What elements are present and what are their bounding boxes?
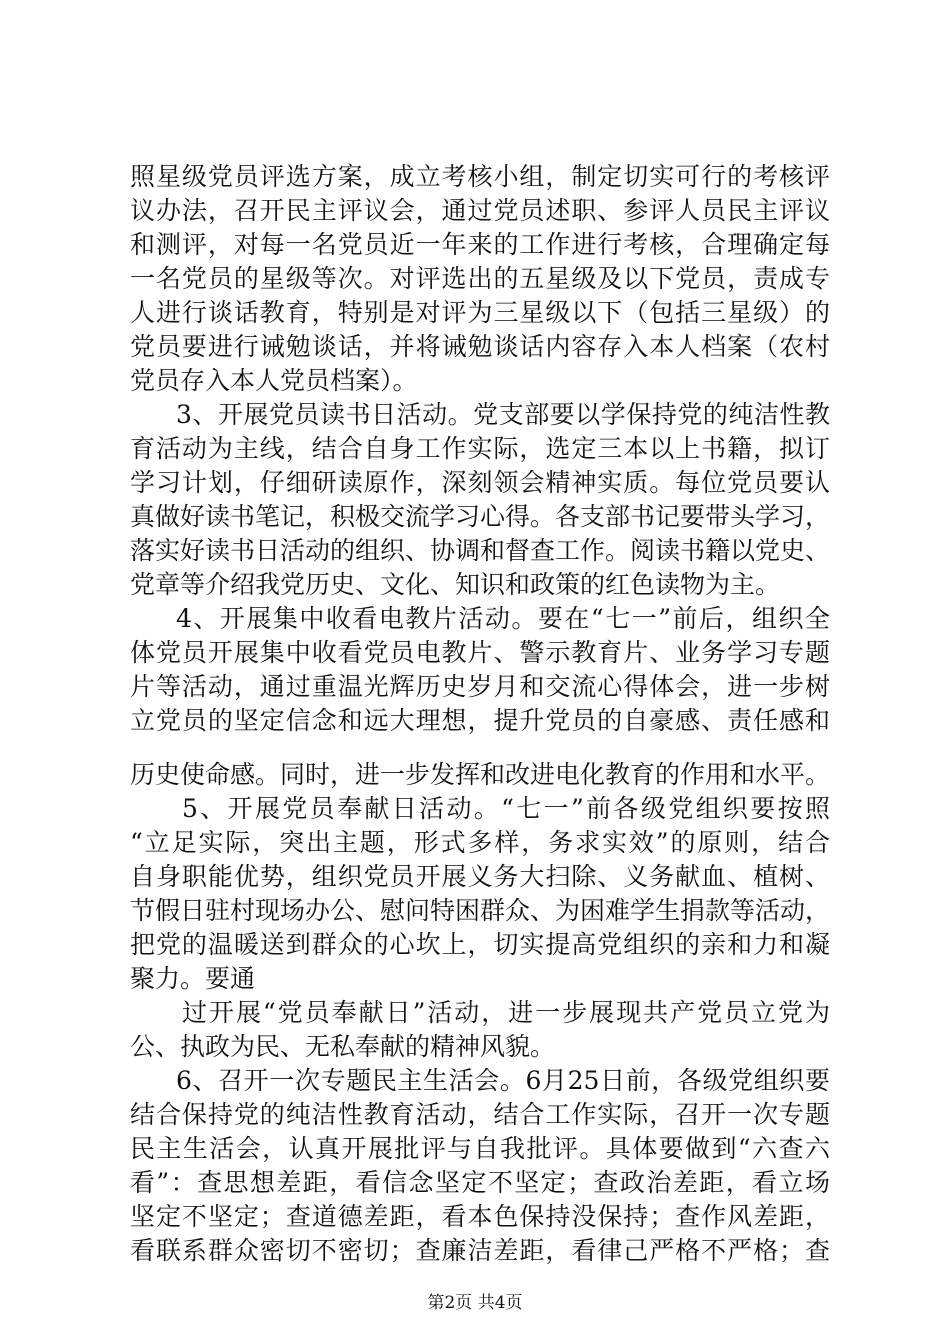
text-line: 体党员开展集中收看党员电教片、警示教育片、业务学习专题 bbox=[130, 638, 830, 667]
paragraph-start: 3、开展党员读书日活动。党支部要以学保持党的纯洁性教 bbox=[176, 400, 830, 429]
text-line: 坚定不坚定；查道德差距，看本色保持没保持；查作风差距， bbox=[130, 1202, 830, 1231]
text-line: 片等活动，通过重温光辉历史岁月和交流心得体会，进一步树 bbox=[130, 672, 830, 701]
text-line: 照星级党员评选方案，成立考核小组，制定切实可行的考核评 bbox=[130, 162, 830, 191]
text-line: 历史使命感。同时，进一步发挥和改进电化教育的作用和水平。 bbox=[130, 760, 830, 789]
text-line: 人进行谈话教育，特别是对评为三星级以下（包括三星级）的 bbox=[130, 298, 830, 327]
text-line: 节假日驻村现场办公、慰问特困群众、为困难学生捐款等活动， bbox=[130, 896, 830, 925]
text-line: 结合保持党的纯洁性教育活动，结合工作实际，召开一次专题 bbox=[130, 1100, 830, 1129]
text-line: 和测评，对每一名党员近一年来的工作进行考核，合理确定每 bbox=[130, 230, 830, 259]
text-line: 看”：查思想差距，看信念坚定不坚定；查政治差距，看立场 bbox=[130, 1168, 830, 1197]
paragraph-start: 6、召开一次专题民主生活会。6月25日前，各级党组织要 bbox=[176, 1066, 830, 1095]
text-line: “立足实际，突出主题，形式多样，务求实效”的原则，结合 bbox=[130, 828, 830, 857]
text-line: 聚力。要通 bbox=[130, 964, 256, 993]
text-line: 党员存入本人党员档案）。 bbox=[130, 366, 418, 395]
paragraph-start: 4、开展集中收看电教片活动。要在“七一”前后，组织全 bbox=[176, 604, 830, 633]
text-line: 落实好读书日活动的组织、协调和督查工作。阅读书籍以党史、 bbox=[130, 536, 830, 565]
text-line: 一名党员的星级等次。对评选出的五星级及以下党员，责成专 bbox=[130, 264, 830, 293]
text-line: 立党员的坚定信念和远大理想，提升党员的自豪感、责任感和 bbox=[130, 706, 830, 735]
text-line: 真做好读书笔记，积极交流学习心得。各支部书记要带头学习， bbox=[130, 502, 830, 531]
text-line: 公、执政为民、无私奉献的精神风貌。 bbox=[130, 1032, 556, 1061]
text-line: 把党的温暖送到群众的心坎上，切实提高党组织的亲和力和凝 bbox=[130, 930, 830, 959]
text-line: 党章等介绍我党历史、文化、知识和政策的红色读物为主。 bbox=[130, 570, 781, 599]
text-line: 民主生活会，认真开展批评与自我批评。具体要做到“六查六 bbox=[130, 1134, 830, 1163]
paragraph-start: 5、开展党员奉献日活动。“七一”前各级党组织要按照 bbox=[182, 794, 830, 823]
text-line: 党员要进行诫勉谈话，并将诫勉谈话内容存入本人档案（农村 bbox=[130, 332, 830, 361]
text-line: 自身职能优势，组织党员开展义务大扫除、义务献血、植树、 bbox=[130, 862, 830, 891]
page-footer: 第2页 共4页 bbox=[427, 1293, 523, 1313]
text-line: 学习计划，仔细研读原作，深刻领会精神实质。每位党员要认 bbox=[130, 468, 830, 497]
text-line: 看联系群众密切不密切；查廉洁差距，看律己严格不严格；查 bbox=[130, 1236, 830, 1265]
text-line: 过开展“党员奉献日”活动，进一步展现共产党员立党为 bbox=[182, 998, 830, 1027]
text-line: 议办法，召开民主评议会，通过党员述职、参评人员民主评议 bbox=[130, 196, 830, 225]
text-line: 育活动为主线，结合自身工作实际，选定三本以上书籍，拟订 bbox=[130, 434, 830, 463]
